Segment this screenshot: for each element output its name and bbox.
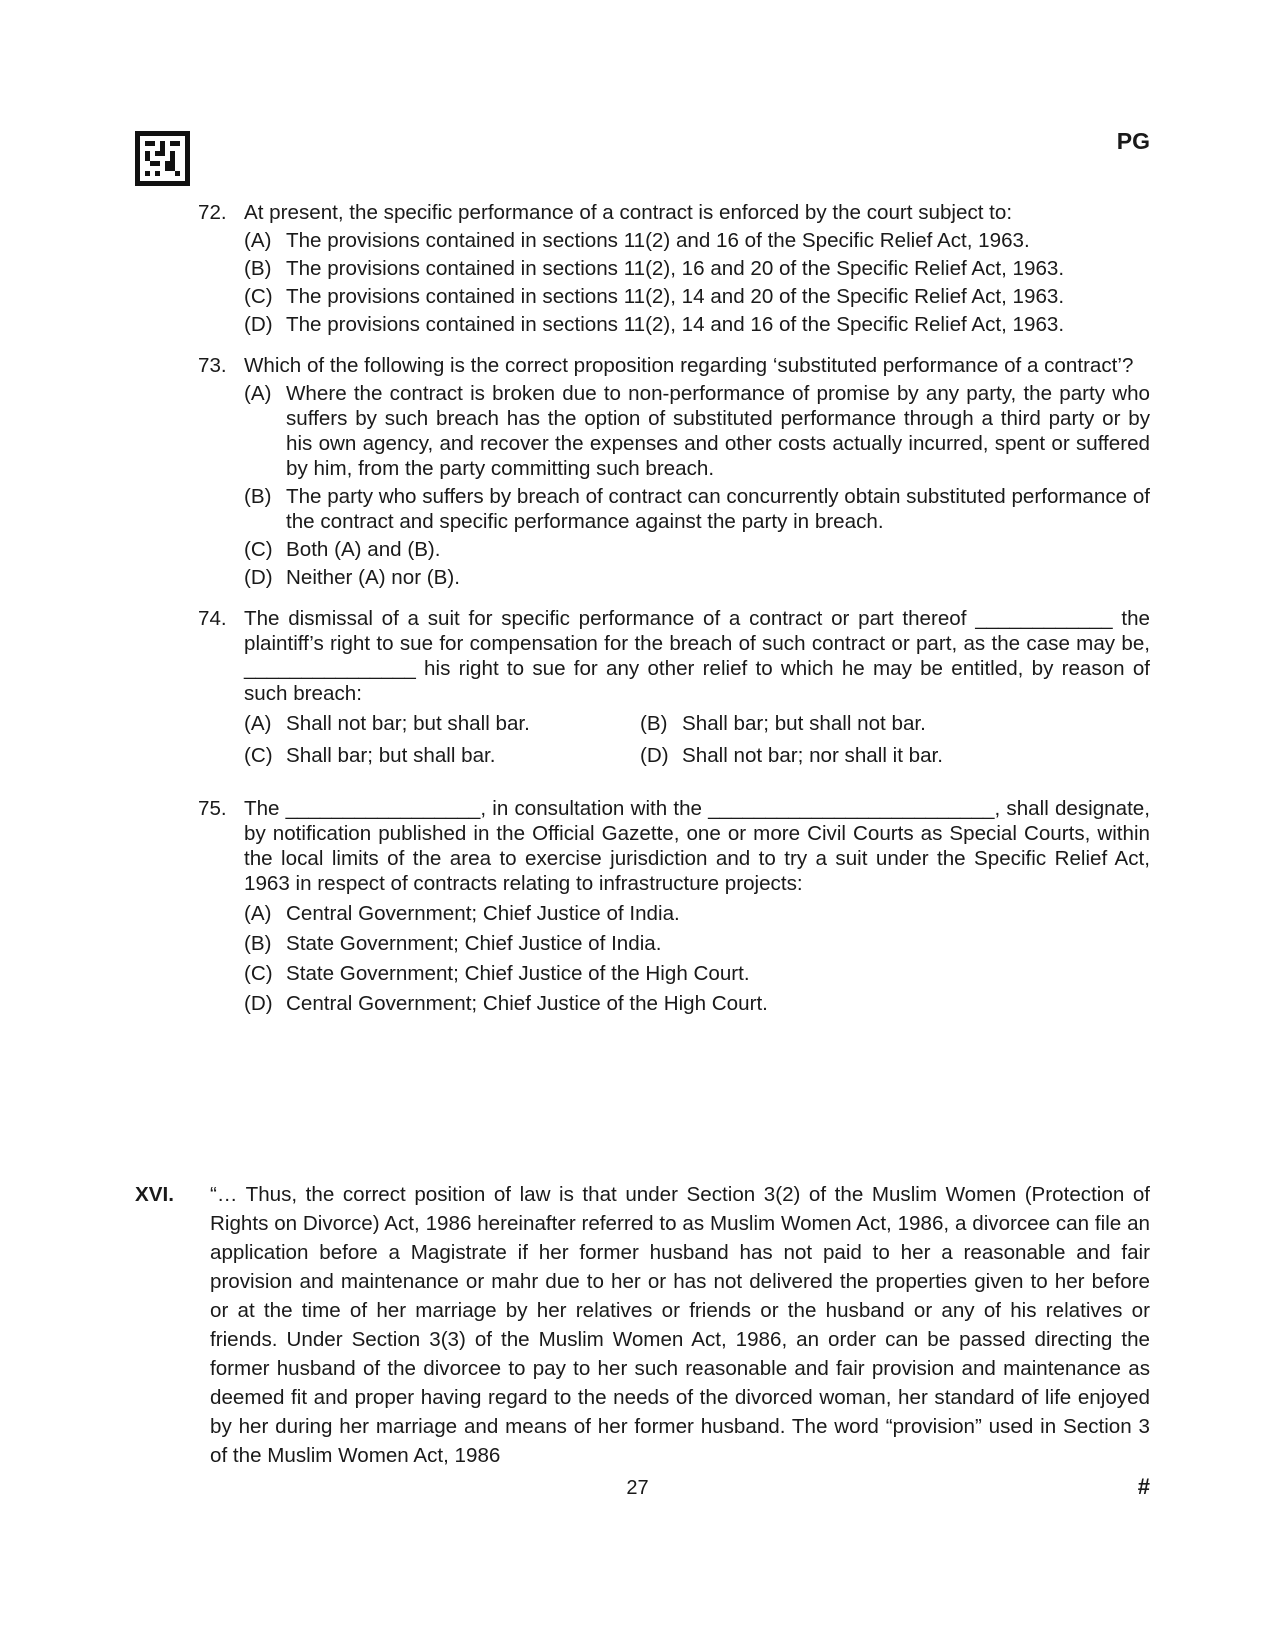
option-text: Shall bar; but shall bar. <box>286 744 496 767</box>
question-73 <box>198 353 1150 590</box>
option-text: Shall bar; but shall not bar. <box>682 712 926 735</box>
question-stem: The _________________, in consultation with the _________________________, shall designate, by notification published in the Official Gazette, one or more Civil Courts as Special Courts, within the local limits of the area to exercise jurisdiction and to try a suit under the Specific Relief Act, 1963 in respect of contracts relating to infrastructure projects: <box>244 797 1150 895</box>
option-text: Neither (A) nor (B). <box>286 566 460 589</box>
option-label: (D) <box>640 744 669 767</box>
option-label: (B) <box>244 257 272 280</box>
option-label: (B) <box>244 932 272 955</box>
question-list <box>198 200 1150 1032</box>
passage-section <box>135 1180 1150 1470</box>
option-d <box>244 312 1150 337</box>
paper-code: PG <box>1116 128 1150 154</box>
option-text: State Government; Chief Justice of the High Court. <box>286 962 750 985</box>
question-number: 74. <box>198 607 227 630</box>
question-number: 72. <box>198 201 227 224</box>
option-d <box>244 565 1150 590</box>
option-text: The provisions contained in sections 11(2) and 16 of the Specific Relief Act, 1963. <box>286 229 1030 252</box>
option-b <box>244 484 1150 534</box>
qr-code-icon <box>135 131 190 186</box>
question-number: 73. <box>198 354 227 377</box>
option-label: (C) <box>244 285 273 308</box>
option-label: (C) <box>244 744 273 767</box>
option-text: Central Government; Chief Justice of India. <box>286 902 680 925</box>
option-label: (C) <box>244 538 273 561</box>
option-text: Both (A) and (B). <box>286 538 441 561</box>
question-75 <box>198 796 1150 1016</box>
option-text: Shall not bar; but shall bar. <box>286 712 530 735</box>
option-label: (A) <box>244 229 272 252</box>
option-c <box>244 961 1150 986</box>
option-d <box>244 991 1150 1016</box>
option-text: The party who suffers by breach of contract can concurrently obtain substituted performance of the contract and specific performance against the party in breach. <box>286 485 1150 533</box>
question-72 <box>198 200 1150 337</box>
option-c <box>244 743 640 768</box>
question-stem: Which of the following is the correct proposition regarding ‘substituted performance of a contract’? <box>244 354 1134 377</box>
question-number: 75. <box>198 797 227 820</box>
option-label: (B) <box>640 712 668 735</box>
question-stem: The dismissal of a suit for specific performance of a contract or part thereof ____________ the plaintiff’s right to sue for compensation for the breach of such contract or part, as the case may be, _______________ his right to sue for any other relief to which he may be entitled, by reason of such breach: <box>244 607 1150 705</box>
page-number: 27 <box>626 1477 649 1499</box>
option-label: (A) <box>244 382 272 405</box>
question-74 <box>198 606 1150 768</box>
option-a <box>244 711 640 736</box>
option-label: (D) <box>244 566 273 589</box>
option-a <box>244 901 1150 926</box>
option-text: Central Government; Chief Justice of the High Court. <box>286 992 768 1015</box>
option-c <box>244 284 1150 309</box>
option-a <box>244 381 1150 481</box>
question-stem: At present, the specific performance of a contract is enforced by the court subject to: <box>244 201 1013 224</box>
option-c <box>244 537 1150 562</box>
option-text: The provisions contained in sections 11(2), 14 and 16 of the Specific Relief Act, 1963. <box>286 313 1065 336</box>
option-label: (D) <box>244 313 273 336</box>
option-text: The provisions contained in sections 11(2), 14 and 20 of the Specific Relief Act, 1963. <box>286 285 1065 308</box>
option-text: Where the contract is broken due to non-performance of promise by any party, the party who suffers by such breach has the option of substituted performance through a third party or by his own agency, and recover the expenses and other costs actually incurred, spent or suffered by him, from the party committing such breach. <box>286 382 1150 480</box>
option-label: (A) <box>244 712 272 735</box>
footer-mark: # <box>1137 1474 1150 1499</box>
option-text: Shall not bar; nor shall it bar. <box>682 744 944 767</box>
option-text: State Government; Chief Justice of India. <box>286 932 662 955</box>
option-a <box>244 228 1150 253</box>
option-b <box>640 711 1150 736</box>
option-label: (B) <box>244 485 272 508</box>
option-label: (A) <box>244 902 272 925</box>
option-label: (D) <box>244 992 273 1015</box>
option-text: The provisions contained in sections 11(2), 16 and 20 of the Specific Relief Act, 1963. <box>286 257 1065 280</box>
option-b <box>244 931 1150 956</box>
option-b <box>244 256 1150 281</box>
section-number: XVI. <box>135 1183 174 1206</box>
option-d <box>640 743 1150 768</box>
option-label: (C) <box>244 962 273 985</box>
options-grid <box>244 711 1150 768</box>
passage-text: “… Thus, the correct position of law is that under Section 3(2) of the Muslim Women (Protection of Rights on Divorce) Act, 1986 hereinafter referred to as Muslim Women Act, 1986, a divorcee can file an application before a Magistrate if her former husband has not paid to her a reasonable and fair provision and maintenance or mahr due to her or has not delivered the properties given to her before or at the time of her marriage by her relatives or friends or the husband or any of his relatives or friends. Under Section 3(3) of the Muslim Women Act, 1986, an order can be passed directing the former husband of the divorcee to pay to her such reasonable and fair provision and maintenance as deemed fit and proper having regard to the needs of the divorced woman, her standard of life enjoyed by her during her marriage and means of her former husband. The word “provision” used in Section 3 of the Muslim Women Act, 1986 <box>210 1183 1150 1467</box>
